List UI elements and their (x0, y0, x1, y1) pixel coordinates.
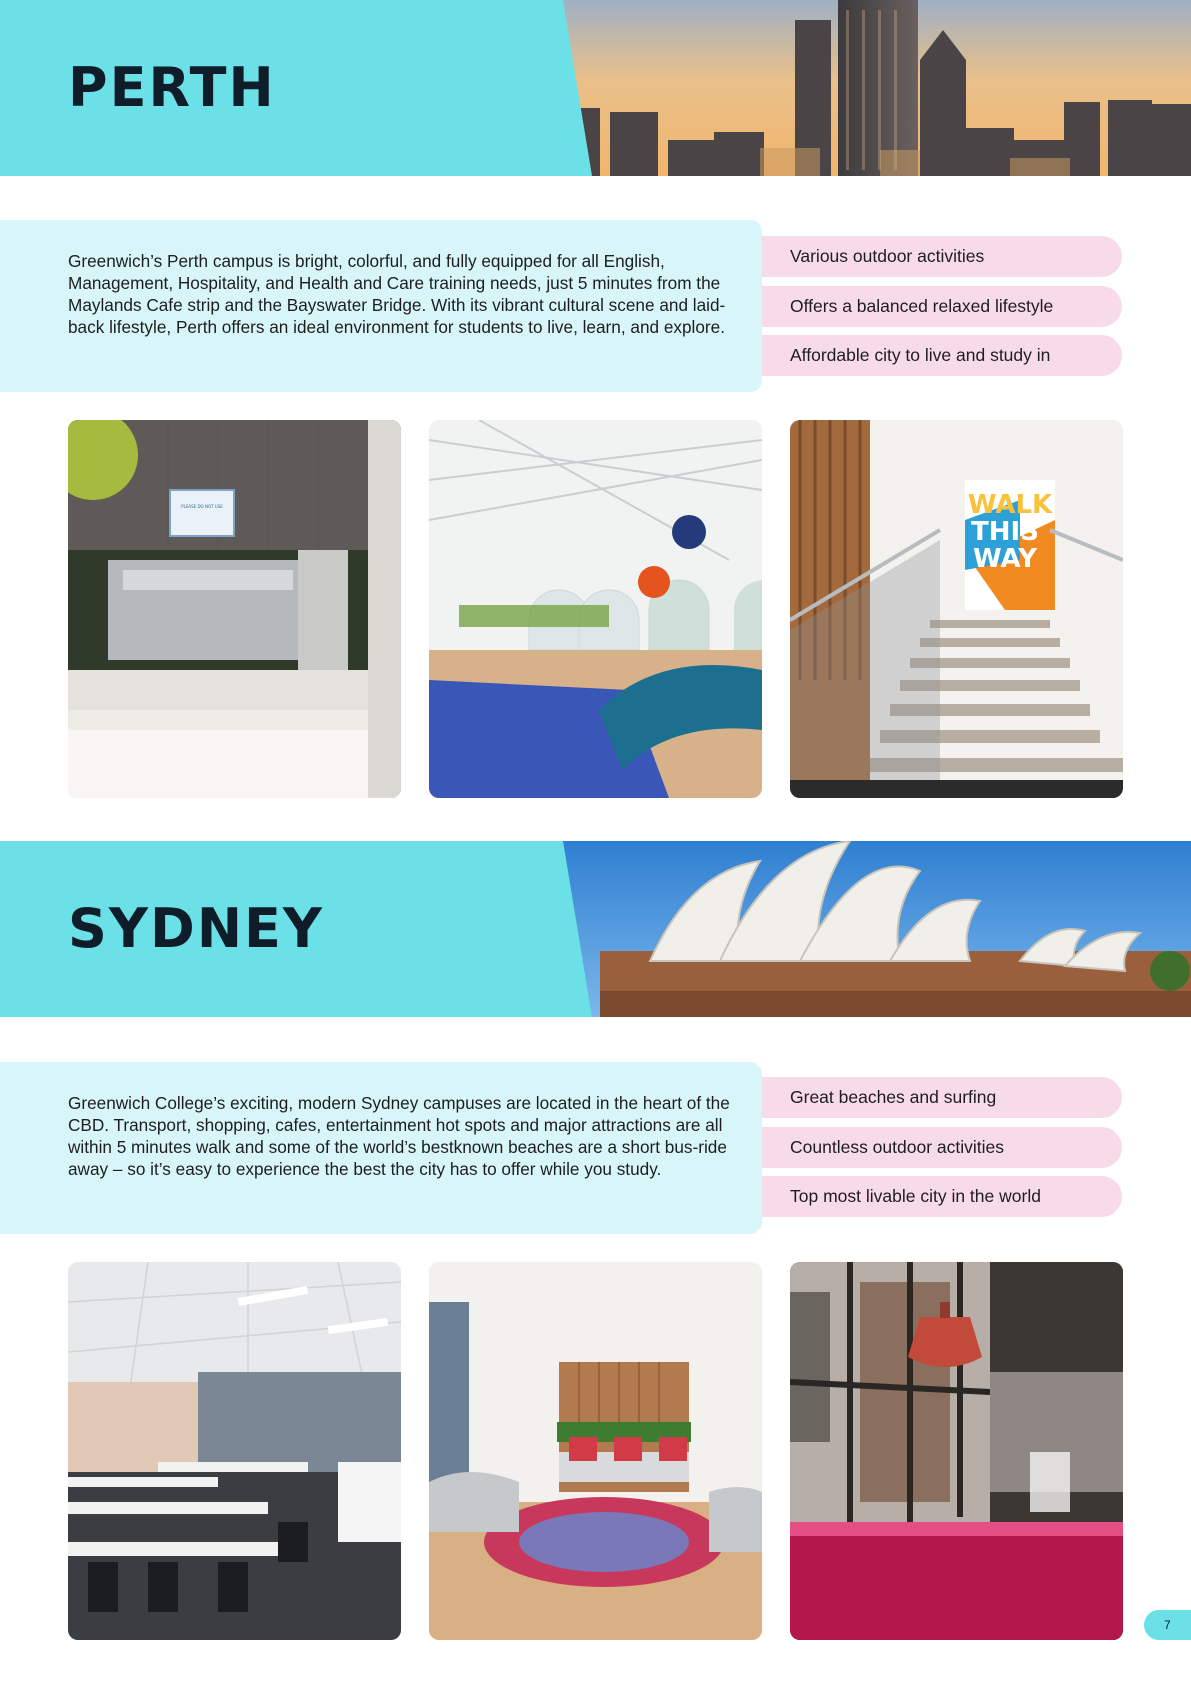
mural-word-2: THIS (971, 517, 1039, 547)
sydney-lounge-photo (429, 1262, 762, 1640)
perth-common-room-photo (429, 420, 762, 798)
perth-intro-text: Greenwich’s Perth campus is bright, colorful, and fully equipped for all English, Management, Hospitality, and Health and Care training needs, just 5 minutes from the Maylands Cafe strip and the Bayswater Bridge. With its vibrant cultural scene and laid-back lifestyle, Perth offers an ideal environment for students to live, learn, and explore. (0, 220, 762, 392)
sydney-highlight-item: Great beaches and surfing (762, 1077, 1122, 1118)
perth-stairwell-photo (790, 420, 1123, 798)
sydney-classroom-photo (68, 1262, 401, 1640)
sydney-cafe-window-photo (790, 1262, 1123, 1640)
sydney-intro-text: Greenwich College’s exciting, modern Sydney campuses are located in the heart of the CBD. Transport, shopping, cafes, entertainment hot spots and major attractions are all within 5 minutes walk and some of the world’s bestknown beaches are a short bus-ride away – so it’s easy to experience the best the city has to offer while you study. (0, 1062, 762, 1234)
perth-title: PERTH (68, 56, 276, 119)
perth-highlight-item: Offers a balanced relaxed lifestyle (762, 286, 1122, 327)
coffee-notice-sign: PLEASE DO NOT USE (181, 504, 223, 509)
sydney-highlight-item: Countless outdoor activities (762, 1127, 1122, 1168)
perth-coffee-kitchen-photo (68, 420, 401, 798)
sydney-highlight-item: Top most livable city in the world (762, 1176, 1122, 1217)
sydney-banner (0, 841, 1191, 1017)
perth-highlights (762, 236, 1122, 385)
mural-word-1: WALK (967, 490, 1053, 520)
mural-word-3: WAY (973, 544, 1037, 574)
page-number: 7 (1144, 1610, 1191, 1640)
perth-highlight-item: Affordable city to live and study in (762, 335, 1122, 376)
sydney-title: SYDNEY (68, 897, 325, 960)
perth-banner (0, 0, 1191, 176)
sydney-highlights (762, 1077, 1122, 1226)
perth-highlight-item: Various outdoor activities (762, 236, 1122, 277)
